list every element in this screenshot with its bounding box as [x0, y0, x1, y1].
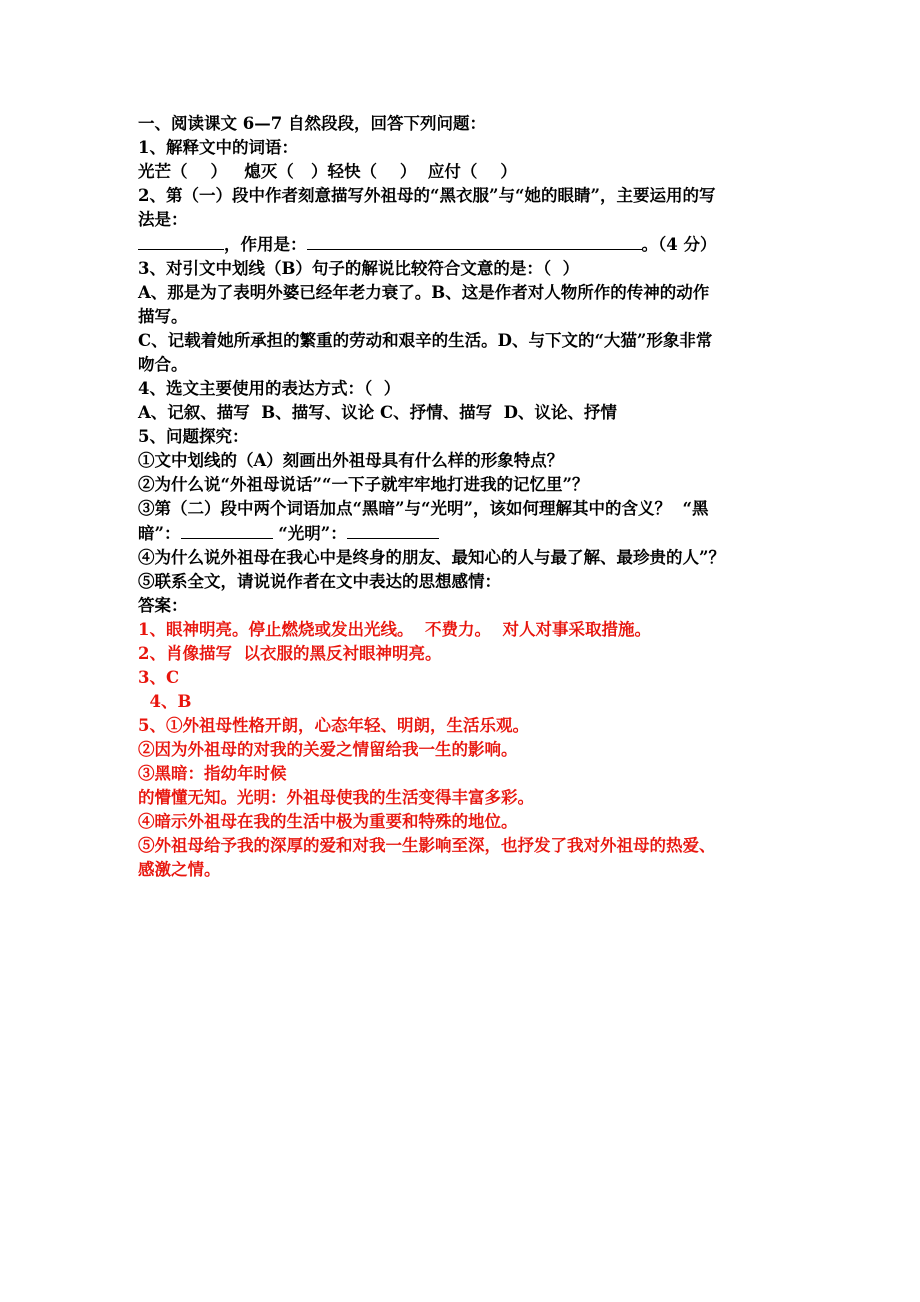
- question-header: 一、阅读课文 6—7 自然段段，回答下列问题：: [138, 114, 486, 133]
- q5-sub3-line2: [138, 521, 788, 546]
- q2-effect-blank[interactable]: [307, 232, 642, 250]
- answer-1: 1、眼神明亮。停止燃烧或发出光线。 不费力。 对人对事采取措施。: [138, 620, 651, 639]
- answer-5-5a: ⑤外祖母给予我的深厚的爱和对我一生影响至深，也抒发了我对外祖母的热爱、: [138, 836, 716, 855]
- q2-label-line2: 法是：: [138, 210, 188, 229]
- q5-sub4: ④为什么说外祖母在我心中是终身的朋友、最知心的人与最了解、最珍贵的人”？: [138, 548, 725, 567]
- q5-label: 5、问题探究：: [138, 427, 249, 446]
- answers-header: 答案：: [138, 596, 188, 615]
- answer-5-4: ④暗示外祖母在我的生活中极为重要和特殊的地位。: [138, 812, 518, 831]
- q3-label: 3、对引文中划线（B）句子的解说比较符合文意的是：（ ）: [138, 259, 580, 278]
- answer-5-1: 5、①外祖母性格开朗，心态年轻、明朗，生活乐观。: [138, 716, 529, 735]
- q1-words: 光芒（ ） 熄灭（ ）轻快（ ） 应付（ ）: [138, 162, 517, 181]
- q2-answer-line: [138, 232, 788, 257]
- q2-technique-blank[interactable]: [138, 232, 224, 250]
- q5-dark-blank[interactable]: [181, 521, 273, 539]
- q4-options: A、记叙、描写 B、描写、议论 C、抒情、描写 D、议论、抒情: [138, 403, 617, 422]
- answer-4: 4、B: [138, 692, 192, 711]
- q2-effect-label: ，作用是：: [224, 235, 307, 254]
- q2-label-line1: 2、第（一）段中作者刻意描写外祖母的“黑衣服”与“她的眼睛”，主要运用的写: [138, 186, 716, 205]
- q3-options-line4: 吻合。: [138, 355, 188, 374]
- q5-sub3-line1: ③第（二）段中两个词语加点“黑暗”与“光明”，该如何理解其中的含义？ “黑: [138, 499, 709, 518]
- q1-label: 1、解释文中的词语：: [138, 138, 298, 157]
- q3-options-line2: 描写。: [138, 307, 188, 326]
- q5-light-label: “光明”：: [272, 524, 347, 543]
- answer-2: 2、肖像描写 以衣服的黑反衬眼神明亮。: [138, 644, 442, 663]
- q3-options-line3: C、记载着她所承担的繁重的劳动和艰辛的生活。D、与下文的“大猫”形象非常: [138, 331, 713, 350]
- q3-options-line1: A、那是为了表明外婆已经年老力衰了。B、这是作者对人物所作的传神的动作: [138, 283, 710, 302]
- q5-sub5: ⑤联系全文，请说说作者在文中表达的思想感情：: [138, 572, 501, 591]
- q5-dark-label: 暗”：: [138, 524, 181, 543]
- q5-sub2: ②为什么说“外祖母说话”“一下子就牢牢地打进我的记忆里”？: [138, 475, 589, 494]
- answer-5-3a: ③黑暗：指幼年时候: [138, 764, 287, 783]
- answer-5-2: ②因为外祖母的对我的关爱之情留给我一生的影响。: [138, 740, 518, 759]
- answer-5-5b: 感激之情。: [138, 860, 221, 879]
- q4-label: 4、选文主要使用的表达方式：（ ）: [138, 379, 401, 398]
- q5-light-blank[interactable]: [347, 521, 439, 539]
- answer-3: 3、C: [138, 668, 180, 687]
- q5-sub1: ①文中划线的（A）刻画出外祖母具有什么样的形象特点？: [138, 451, 564, 470]
- answer-5-3b: 的懵懂无知。光明：外祖母使我的生活变得丰富多彩。: [138, 788, 534, 807]
- q2-points: 。（4 分）: [641, 235, 717, 254]
- worksheet-page: [138, 112, 788, 882]
